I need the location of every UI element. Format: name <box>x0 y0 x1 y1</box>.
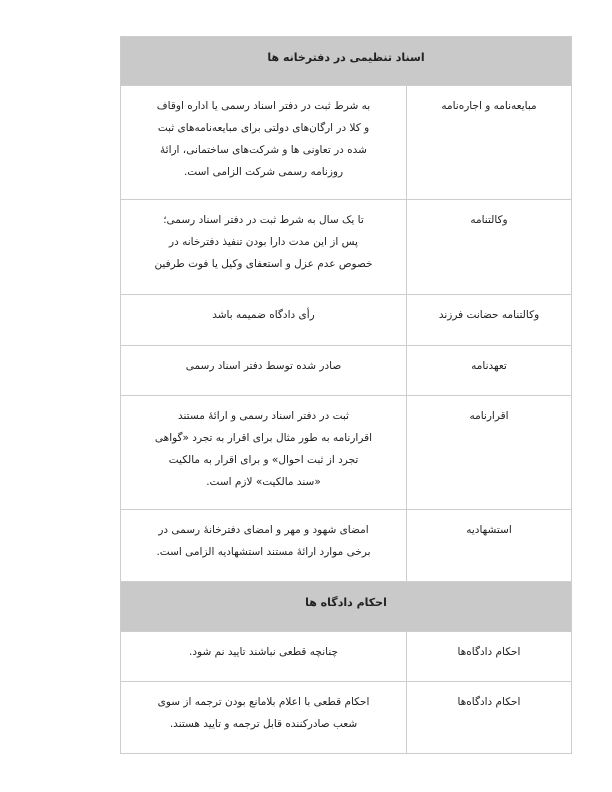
row-label: احکام دادگاه‌ها <box>407 682 572 754</box>
row-label: وکالتنامه حضانت فرزند <box>407 295 572 346</box>
description-line: و کلا در ارگان‌های دولتی برای مبایعه‌نامه‌های ثبت <box>157 122 370 134</box>
table-row <box>121 86 572 200</box>
description-line: صادر شده توسط دفتر اسناد رسمی <box>185 360 342 372</box>
row-label: مبایعه‌نامه و اجاره‌نامه <box>407 86 572 200</box>
description-line: رأی دادگاه ضمیمه باشد <box>212 309 315 321</box>
description-line: چنانچه قطعی نباشند تایید نم شود. <box>189 646 338 658</box>
row-description <box>121 682 407 754</box>
description-line: تا یک سال به شرط ثبت در دفتر اسناد رسمی؛ <box>163 214 364 226</box>
table-row <box>121 396 572 510</box>
row-description <box>121 632 407 682</box>
description-line: خصوص عدم عزل و استعفای وکیل یا فوت طرفین <box>154 258 373 270</box>
description-line: پس از این مدت دارا بودن تنفیذ دفترخانه در <box>169 236 358 248</box>
description-line: روزنامه رسمی شرکت الزامی است. <box>183 166 344 178</box>
section-header <box>121 37 572 86</box>
row-description <box>121 295 407 346</box>
row-description <box>121 346 407 396</box>
description-line: امضای شهود و مهر و امضای دفترخانهٔ رسمی در <box>158 524 369 536</box>
table-row <box>121 682 572 754</box>
table-row <box>121 200 572 295</box>
section-title: احکام دادگاه ها <box>305 596 387 609</box>
row-description <box>121 396 407 510</box>
description-line: «سند مالکیت» لازم است. <box>206 476 321 488</box>
row-label: استشهادیه <box>407 510 572 582</box>
description-line: تجرد از ثبت احوال» و برای اقرار به مالکیت <box>168 454 359 466</box>
requirements-table <box>120 36 572 754</box>
description-line: به شرط ثبت در دفتر اسناد رسمی یا اداره اوقاف <box>156 100 371 112</box>
table-row <box>121 510 572 582</box>
description-line: ثبت در دفتر اسناد رسمی و ارائهٔ مستند <box>178 410 349 422</box>
row-label: احکام دادگاه‌ها <box>407 632 572 682</box>
description-line: احکام قطعی با اعلام بلامانع بودن ترجمه از سوی <box>157 696 370 708</box>
section-header-cell <box>121 582 572 632</box>
description-line: برخی موارد ارائهٔ مستند استشهادیه الزامی است. <box>156 546 371 558</box>
row-description <box>121 200 407 295</box>
description-line: شده در تعاونی ها و شرکت‌های ساختمانی، ارائهٔ <box>160 144 367 156</box>
row-label: تعهدنامه <box>407 346 572 396</box>
description-line: اقرارنامه به طور مثال برای اقرار به تجرد «گواهی <box>154 432 373 444</box>
table-row <box>121 632 572 682</box>
row-label: وکالتنامه <box>407 200 572 295</box>
table-row <box>121 346 572 396</box>
row-description <box>121 86 407 200</box>
description-line: شعب صادرکننده قابل ترجمه و تایید هستند. <box>169 718 358 730</box>
row-label: اقرارنامه <box>407 396 572 510</box>
row-description <box>121 510 407 582</box>
section-title: اسناد تنظیمی در دفترخانه ها <box>267 51 425 64</box>
table-row <box>121 295 572 346</box>
section-header <box>121 582 572 632</box>
section-header-cell <box>121 37 572 86</box>
